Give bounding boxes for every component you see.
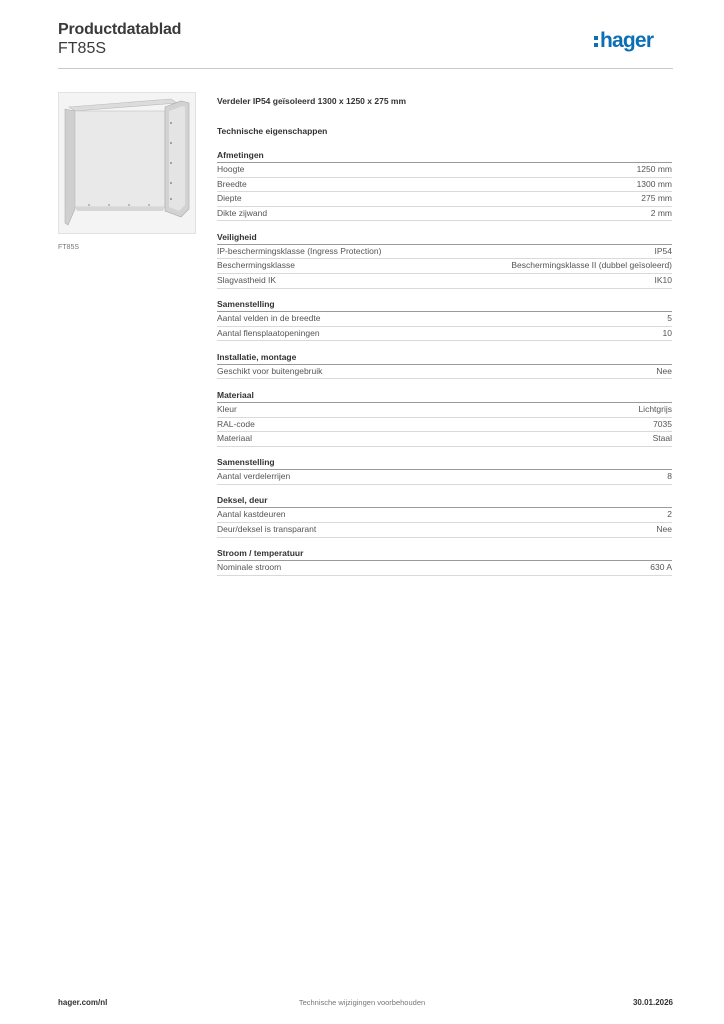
spec-label: RAL-code (217, 418, 255, 429)
product-description: Verdeler IP54 geïsoleerd 1300 x 1250 x 275 mm (217, 96, 407, 106)
spec-value: 7035 (653, 418, 672, 429)
spec-value: 10 (662, 327, 672, 338)
footer-website: hager.com/nl (58, 998, 108, 1007)
group-spacer (217, 485, 672, 495)
group-spacer (217, 221, 672, 231)
page-title: Productdatablad (58, 21, 182, 38)
header-divider (58, 68, 673, 69)
spec-label: Hoogte (217, 164, 245, 174)
spec-label: Aantal velden in de breedte (217, 313, 321, 324)
spec-value: 630 A (650, 562, 672, 572)
product-image (58, 92, 196, 234)
spec-value: 2 mm (650, 207, 672, 218)
spec-label: Aantal flensplaatopeningen (217, 327, 320, 338)
spec-group (217, 298, 672, 351)
spec-label: Diepte (217, 193, 242, 204)
footer-disclaimer: Technische wijzigingen voorbehouden (298, 998, 426, 1007)
spec-group (217, 494, 672, 547)
spec-value: 2 (667, 509, 672, 520)
spec-row (217, 259, 672, 274)
spec-group-title: Afmetingen (217, 149, 672, 163)
spec-group (217, 351, 672, 389)
spec-row (217, 274, 672, 289)
spec-row (217, 432, 672, 447)
hager-logo (593, 27, 673, 55)
spec-value: 5 (667, 313, 672, 324)
spec-label: Materiaal (217, 433, 252, 444)
spec-group-title: Installatie, montage (217, 351, 672, 365)
spec-row (217, 508, 672, 523)
group-spacer (217, 289, 672, 299)
spec-value: Nee (656, 523, 672, 534)
spec-row (217, 470, 672, 485)
spec-row (217, 561, 672, 576)
spec-row (217, 523, 672, 538)
spec-group (217, 547, 672, 576)
spec-group-title: Samenstelling (217, 456, 672, 470)
spec-label: Aantal verdelerrijen (217, 471, 291, 482)
enclosure-illustration (59, 93, 195, 233)
spec-row (217, 207, 672, 222)
spec-label: Slagvastheid IK (217, 275, 277, 286)
spec-row (217, 418, 672, 433)
spec-group-title: Materiaal (217, 389, 672, 403)
spec-row (217, 178, 672, 193)
spec-row (217, 192, 672, 207)
spec-row (217, 163, 672, 178)
spec-groups (217, 149, 672, 576)
spec-label: Breedte (217, 178, 247, 189)
spec-content (217, 96, 672, 576)
spec-label: Geschikt voor buitengebruik (217, 365, 323, 376)
spec-label: Beschermingsklasse (217, 260, 295, 271)
spec-group-title: Samenstelling (217, 298, 672, 312)
spec-label: Deur/deksel is transparant (217, 523, 317, 534)
spec-value: 1250 mm (636, 164, 672, 174)
group-spacer (217, 538, 672, 548)
spec-group (217, 149, 672, 231)
logo-text: hager (600, 29, 654, 52)
spec-value: 1300 mm (636, 178, 672, 189)
spec-group (217, 231, 672, 298)
spec-row (217, 365, 672, 380)
spec-group-title: Veiligheid (217, 231, 672, 245)
spec-label: IP-beschermingsklasse (Ingress Protection) (217, 245, 382, 256)
spec-row (217, 312, 672, 327)
spec-group-title: Stroom / temperatuur (217, 547, 672, 561)
image-caption: FT85S (58, 244, 80, 251)
spec-value: IK10 (654, 275, 672, 286)
spec-label: Nominale stroom (217, 562, 282, 572)
spec-value: Beschermingsklasse II (dubbel geïsoleerd) (511, 260, 672, 271)
section-heading: Technische eigenschappen (217, 126, 328, 136)
spec-value: Staal (652, 433, 672, 444)
group-spacer (217, 379, 672, 389)
spec-value: Lichtgrijs (638, 403, 672, 414)
spec-value: 275 mm (641, 193, 672, 204)
spec-row (217, 327, 672, 342)
spec-group (217, 389, 672, 456)
spec-row (217, 245, 672, 260)
footer-date: 30.01.2026 (632, 998, 673, 1007)
spec-label: Dikte zijwand (217, 207, 268, 218)
group-spacer (217, 341, 672, 351)
spec-group (217, 456, 672, 494)
spec-value: Nee (656, 365, 672, 376)
group-spacer (217, 447, 672, 457)
spec-label: Aantal kastdeuren (217, 509, 286, 520)
product-code: FT85S (58, 40, 107, 57)
spec-value: IP54 (654, 245, 672, 256)
spec-value: 8 (667, 471, 672, 482)
spec-row (217, 403, 672, 418)
spec-label: Kleur (217, 403, 237, 414)
spec-group-title: Deksel, deur (217, 494, 672, 508)
